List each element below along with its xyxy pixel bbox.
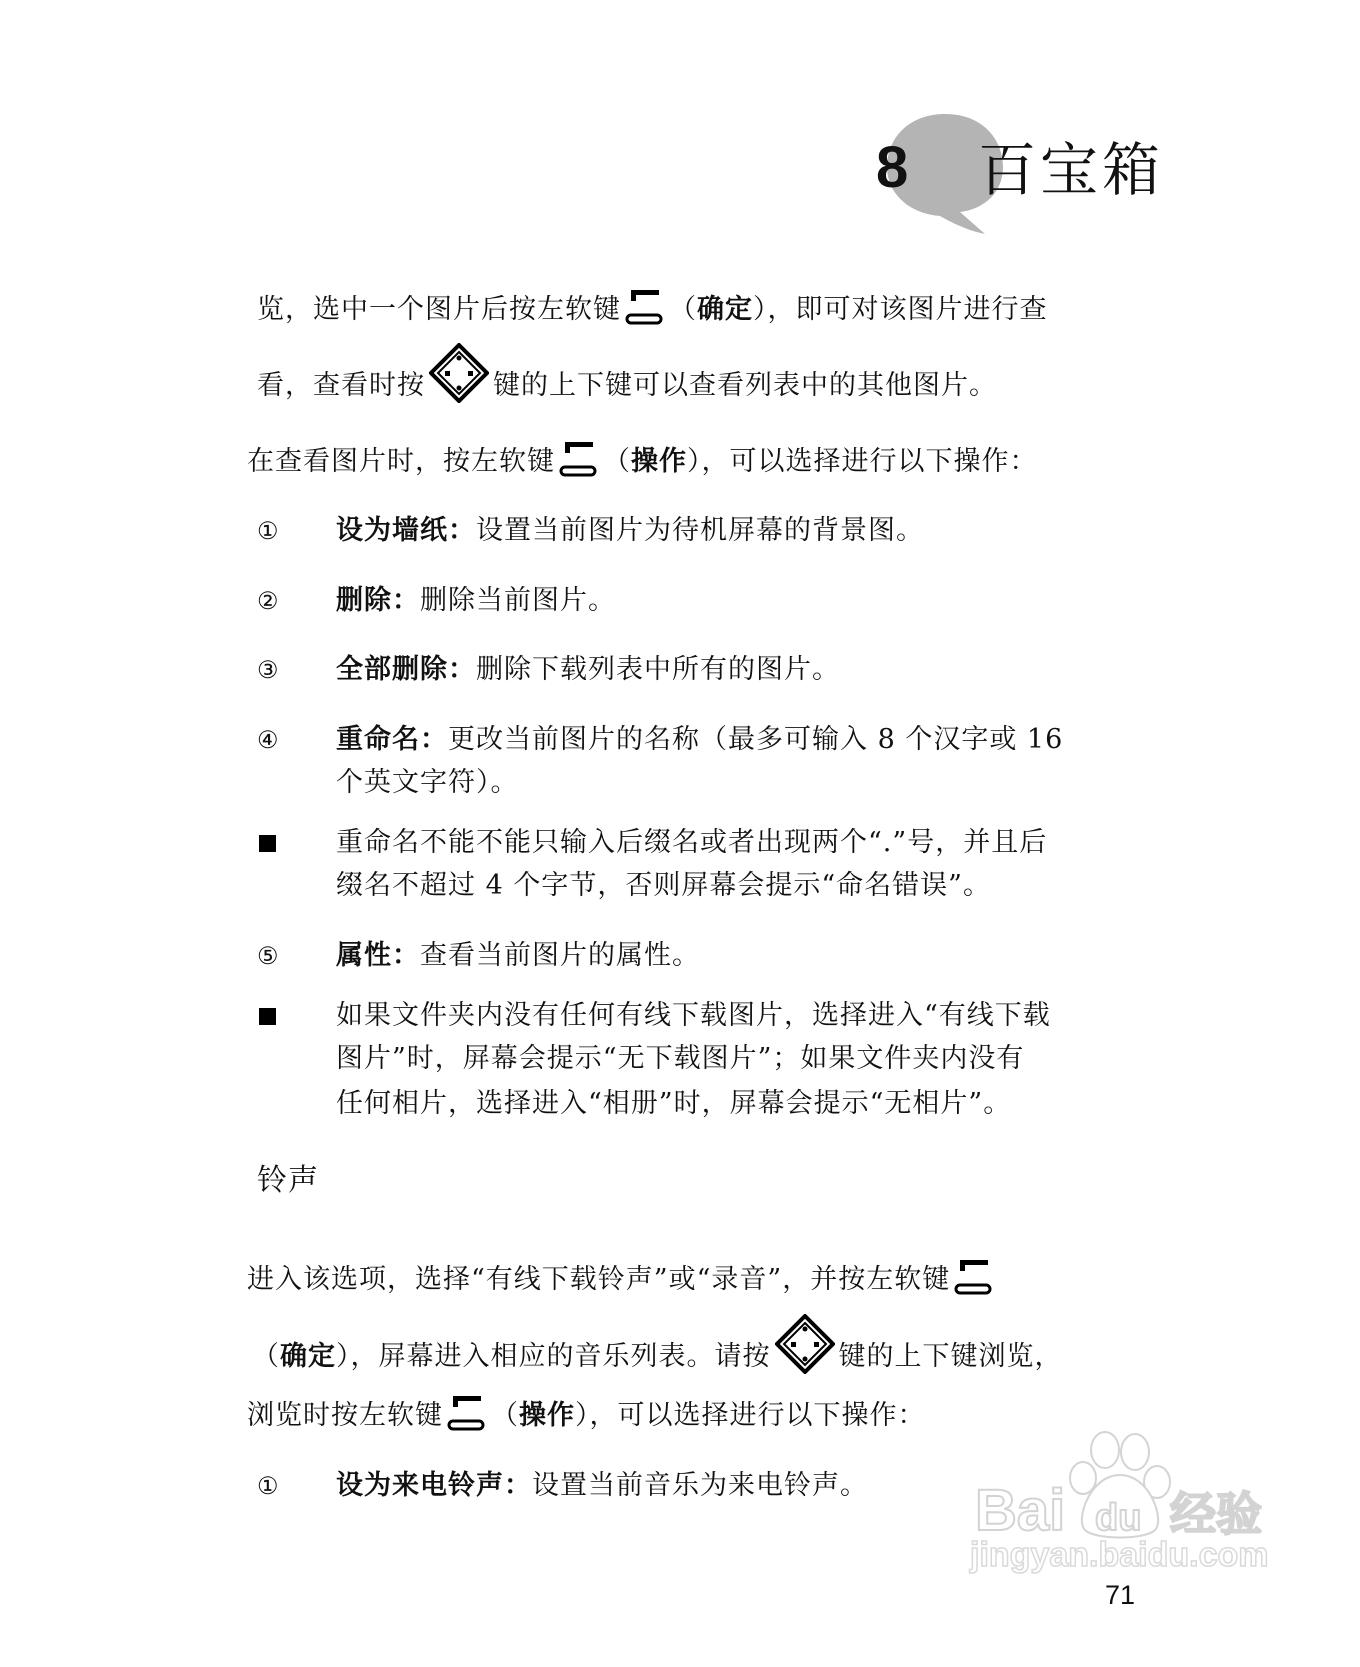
- note-line: 缀名不超过 4 个字节，否则屏幕会提示“命名错误”。: [336, 870, 991, 901]
- baidu-watermark-logo: [965, 1430, 1280, 1580]
- list-marker: ①: [257, 517, 279, 545]
- list-item-cont: 个英文字符）。: [336, 767, 519, 798]
- note-line: 如果文件夹内没有任何有线下载图片，选择进入“有线下载: [336, 1000, 1051, 1031]
- note-line: 重命名不能不能只输入后缀名或者出现两个“.”号，并且后: [336, 827, 1048, 858]
- page-number: 71: [1105, 1580, 1136, 1610]
- left-soft-key-icon: [954, 1257, 994, 1297]
- list-item: 设为墙纸：设置当前图片为待机屏幕的背景图。: [336, 515, 924, 546]
- paragraph-line: 浏览时按左软键 （操作），可以选择进行以下操作：: [247, 1399, 926, 1433]
- list-marker: ④: [257, 726, 279, 754]
- left-soft-key-icon: [447, 1393, 487, 1433]
- list-marker: ②: [257, 587, 279, 615]
- svg-text:du: du: [1095, 1497, 1142, 1539]
- navigation-key-icon: [775, 1314, 835, 1374]
- list-marker: ⑤: [257, 942, 279, 970]
- list-item: 属性：查看当前图片的属性。: [336, 940, 700, 971]
- paragraph-line: 在查看图片时，按左软键 （操作），可以选择进行以下操作：: [247, 445, 1038, 479]
- navigation-key-icon: [429, 343, 489, 403]
- svg-text:jingyan.baidu.com: jingyan.baidu.com: [970, 1536, 1269, 1574]
- note-bullet-icon: [259, 835, 276, 852]
- chapter-title: 百宝箱: [978, 136, 1165, 204]
- list-marker: ③: [257, 656, 279, 684]
- paragraph-line: 进入该选项，选择“有线下载铃声”或“录音”，并按左软键: [247, 1263, 998, 1297]
- note-line: 任何相片，选择进入“相册”时，屏幕会提示“无相片”。: [336, 1088, 1012, 1119]
- section-heading: 铃声: [257, 1163, 319, 1198]
- left-soft-key-icon: [559, 439, 599, 479]
- note-bullet-icon: [259, 1008, 276, 1025]
- list-item: 删除：删除当前图片。: [336, 585, 616, 616]
- svg-text:Bai: Bai: [975, 1478, 1066, 1543]
- list-marker: ①: [257, 1472, 279, 1500]
- svg-text:经验: 经验: [1170, 1487, 1262, 1541]
- paragraph-line: 看，查看时按 键的上下键可以查看列表中的其他图片。: [257, 369, 997, 403]
- chapter-number: 8: [876, 135, 909, 200]
- list-item: 设为来电铃声：设置当前音乐为来电铃声。: [336, 1470, 868, 1501]
- list-item: 重命名：更改当前图片的名称（最多可输入 8 个汉字或 16: [336, 724, 1064, 755]
- paragraph-line: （确定），屏幕进入相应的音乐列表。请按 键的上下键浏览，: [252, 1340, 1063, 1374]
- note-line: 图片”时，屏幕会提示“无下载图片”；如果文件夹内没有: [336, 1043, 1025, 1074]
- left-soft-key-icon: [625, 287, 665, 327]
- paragraph-line: 览，选中一个图片后按左软键 （确定），即可对该图片进行查: [257, 293, 1048, 327]
- list-item: 全部删除：删除下载列表中所有的图片。: [336, 654, 840, 685]
